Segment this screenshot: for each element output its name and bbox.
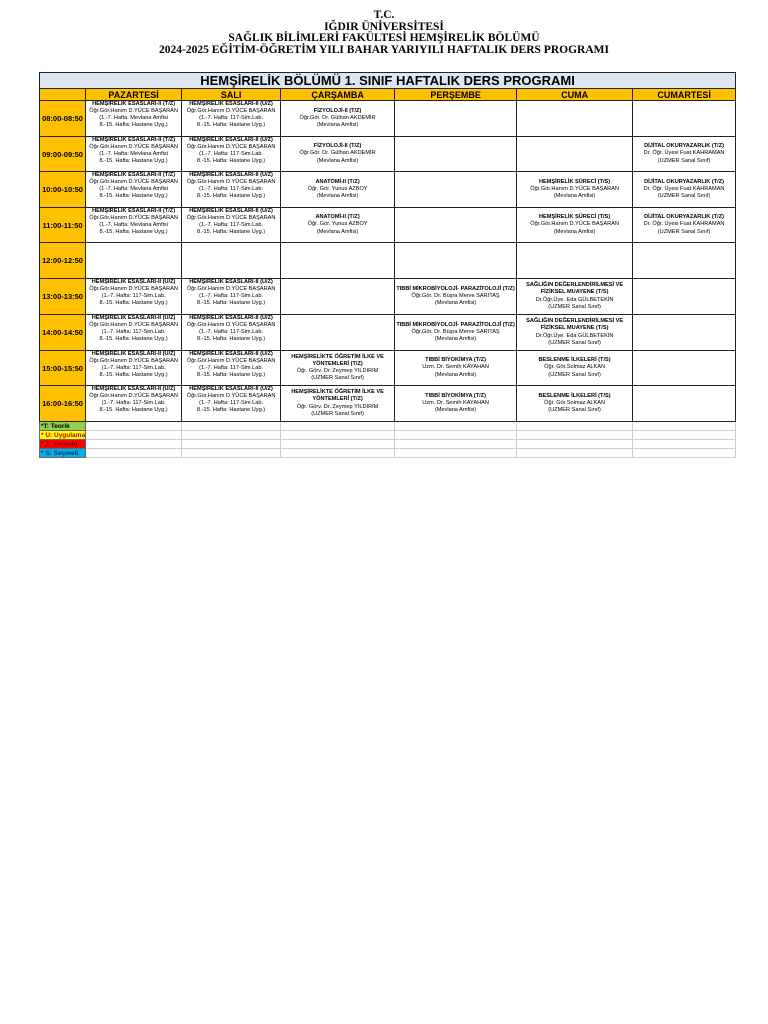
course-name: HEMŞİRELİK SÜRECİ (T/S) [538,178,611,185]
location: 8.-15. Hafta: Hastane Uyg.) [99,193,168,200]
instructor: Öğr.Gör.Hanım D.YÜCE BAŞARAN [530,185,619,192]
course-name: HEMŞİRELİK ESASLARI-II (U/Z) [91,386,176,392]
legend-spacer [517,431,633,440]
schedule-cell [633,101,736,137]
schedule-cell [281,172,395,208]
schedule-cell [182,386,281,422]
course-name: HEMŞİRELİK ESASLARI-II (T/Z) [92,208,176,214]
schedule-cell [281,101,395,137]
location: 8.-15. Hafta: Hastane Uyg.) [99,407,168,414]
instructor: Öğr.Gör.Hanım D.YÜCE BAŞARAN [186,179,276,186]
location: 8.-15. Hafta: Hastane Uyg.) [197,229,266,236]
location: 8.-15. Hafta: Hastane Uyg.) [99,229,168,236]
location: (UZMER Sanal Sınıf) [311,375,364,382]
instructor: Öğr.Gör.Hanım D.YÜCE BAŞARAN [186,393,276,400]
table-title-row [40,73,736,89]
instructor: Öğr.Gör. Dr. Büşra Merve SARITAŞ [411,292,500,299]
course-name: HEMŞİRELİK ESASLARI-II (U/Z) [189,386,273,392]
location: (1.-7. Hafta: 117-Sim.Lab. [199,151,264,158]
instructor: Öğr.Gör.Hanım D.YÜCE BAŞARAN [89,179,178,186]
instructor: Dr. Öğr. Üyesi Fuat KAHRAMAN [643,221,725,228]
table-row [40,208,736,243]
schedule-cell [86,101,182,137]
instructor: Öğr.Gör.Hanım D.YÜCE BAŞARAN [186,108,276,115]
page-header [0,10,768,56]
location: (Mevlana Amfisi) [553,193,596,200]
legend-spacer [182,440,281,449]
schedule-cell [633,137,736,172]
time-slot: 15:00-15:50 [40,351,86,386]
instructor: Uzm. Dr. Semih KAYAHAN [422,399,489,406]
legend-spacer [633,449,736,458]
course-name: TIBBİ MİKROBİYOLOJİ- PARAZİTOLOJİ (T/Z) [396,285,515,292]
instructor: Öğr.Gör.Hanım D.YÜCE BAŞARAN [89,144,178,151]
location: (Mevlana Amfisi) [316,157,359,164]
day-header: PAZARTESİ [86,89,182,101]
time-slot: 08:00-08:50 [40,101,86,137]
schedule-cell [86,386,182,422]
day-header: PERŞEMBE [395,89,517,101]
instructor: Öğr.Gör.Hanım D.YÜCE BAŞARAN [186,358,276,365]
day-header: CUMARTESİ [633,89,736,101]
schedule-cell [281,279,395,315]
course-name: DİJİTAL OKURYAZARLIK (T/Z) [644,143,725,150]
schedule-cell [517,208,633,243]
location: 8.-15. Hafta: Hastane Uyg.) [99,336,168,343]
course-name: BESLENME İLKELERİ (T/S) [538,357,611,364]
instructor: Öğr.Gör.Hanım D.YÜCE BAŞARAN [89,108,178,115]
course-name: DİJİTAL OKURYAZARLIK (T/Z) [644,178,725,185]
location: (Mevlana Amfisi) [316,122,359,129]
legend-spacer [281,422,395,431]
instructor: Öğr.Gör. Dr. Büşra Merve SARITAŞ [411,328,500,335]
course-name: SAĞLIĞIN DEĞERLENDİRİLMESİ VE FİZİKSEL MUAYENE (T/S) [526,318,624,332]
schedule-table [39,72,736,458]
course-name: ANATOMİ-II (T/Z) [315,214,360,221]
course-name: HEMŞİRELİK ESASLARI-II (U/Z) [189,279,273,285]
schedule-cell [182,315,281,351]
legend-spacer [395,422,517,431]
time-slot: 16:00-16:50 [40,386,86,422]
location: (1.-7. Hafta: 117-Sim.Lab. [199,186,264,193]
legend-spacer [633,440,736,449]
schedule-cell [517,172,633,208]
course-name: HEMŞİRELİK ESASLARI-II (U/Z) [189,172,273,178]
instructor: Öğr. Gör. Yunus AZBOY [307,221,368,228]
location: (1.-7. Hafta: 117-Sim.Lab. [199,115,264,122]
instructor: Dr.Öğr.Üye. Eda GÜLBETEKİN [535,296,614,303]
header-line-faculty: SAĞLIK BİLİMLERİ FAKÜLTESİ HEMŞİRELİK BÖLÜMÜ [228,32,540,44]
course-name: HEMŞİRELİK ESASLARI-II (U/Z) [91,315,176,321]
location: 8.-15. Hafta: Hastane Uyg.) [197,372,266,379]
table-row [40,101,736,137]
schedule-cell [517,279,633,315]
schedule-cell [281,315,395,351]
time-slot: 10:00-10:50 [40,172,86,208]
instructor: Öğr.Gör.Hanım D.YÜCE BAŞARAN [186,286,276,293]
location: (1.-7. Hafta: 117-Sim.Lab. [199,222,264,229]
schedule-cell [517,315,633,351]
course-name: ANATOMİ-II (T/Z) [315,178,360,185]
schedule-cell [395,243,517,279]
instructor: Öğr.Gör.Hanım D.YÜCE BAŞARAN [89,358,178,365]
course-name: HEMŞİRELİK ESASLARI-II (T/Z) [92,101,176,107]
location: (Mevlana Amfisi) [434,407,477,414]
location: 8.-15. Hafta: Hastane Uyg.) [99,158,168,165]
legend-spacer [281,449,395,458]
schedule-cell [182,137,281,172]
course-name: HEMŞİRELİK ESASLARI-II (U/Z) [91,279,176,285]
schedule-cell [86,279,182,315]
location: (1.-7. Hafta: 117-Sim.Lab. [101,293,166,300]
location: 8.-15. Hafta: Hastane Uyg.) [99,122,168,129]
instructor: Öğr.Gör.Hanım D.YÜCE BAŞARAN [530,221,619,228]
schedule-cell [86,243,182,279]
location: (1.-7. Hafta: 117-Sim.Lab. [101,365,166,372]
course-name: TIBBİ BİYOKİMYA (T/Z) [425,357,486,364]
location: (Mevlana Amfisi) [434,371,477,378]
course-name: TIBBİ BİYOKİMYA (T/Z) [425,392,486,399]
instructor: Dr. Öğr. Üyesi Fuat KAHRAMAN [643,150,725,157]
location: (UZMER Sanal Sınıf) [311,410,364,417]
course-name: FİZYOLOJİ-II (T/Z) [313,143,362,150]
schedule-cell [395,172,517,208]
time-slot: 09:00-09:50 [40,137,86,172]
legend-spacer [281,440,395,449]
location: (1.-7. Hafta: 117-Sim.Lab. [101,400,166,407]
location: 8.-15. Hafta: Hastane Uyg.) [197,336,266,343]
instructor: Öğr.Gör.Hanım D.YÜCE BAŞARAN [186,322,276,329]
legend-spacer [182,422,281,431]
schedule-cell [633,172,736,208]
course-name: DİJİTAL OKURYAZARLIK (T/Z) [644,214,725,221]
location: 8.-15. Hafta: Hastane Uyg.) [197,122,266,129]
location: (1.-7. Hafta: 117-Sim.Lab. [199,329,264,336]
table-row [40,243,736,279]
legend-spacer [86,440,182,449]
day-header: SALI [182,89,281,101]
schedule-cell [633,351,736,386]
legend-spacer [517,422,633,431]
course-name: BESLENME İLKELERİ (T/S) [538,392,611,399]
schedule-cell [395,279,517,315]
location: (UZMER Sanal Sınıf) [657,228,711,235]
schedule-cell [281,243,395,279]
course-name: HEMŞİRELİK ESASLARI-II (U/Z) [189,208,273,214]
location: 8.-15. Hafta: Hastane Uyg.) [197,407,266,414]
schedule-cell [86,137,182,172]
course-name: HEMŞİRELİK ESASLARI-II (U/Z) [189,351,273,357]
location: (1.-7. Hafta: Mevlana Amfisi [99,186,168,193]
schedule-cell [633,279,736,315]
legend-spacer [86,422,182,431]
instructor: Öğr.Gör. Dr. Gülhan AKDEMİR [299,150,376,157]
schedule-cell [182,279,281,315]
schedule-cell [281,208,395,243]
instructor: Öğr. Görv. Dr. Zeymep YILDIRIM [296,368,379,374]
location: (UZMER Sanal Sınıf) [548,303,601,310]
table-row [40,279,736,315]
location: (Mevlana Amfisi) [434,300,477,307]
location: (1.-7. Hafta: 117-Sim.Lab. [101,329,166,336]
schedule-cell [86,315,182,351]
course-name: HEMŞİRELİKTE ÖĞRETİM İLKE VE YÖNTEMLERİ (T/Z) [291,389,384,403]
schedule-cell [517,243,633,279]
location: (1.-7. Hafta: 117-Sim.Lab. [199,293,264,300]
course-name: HEMŞİRELİK ESASLARI-II (U/Z) [189,137,273,143]
schedule-cell [281,137,395,172]
location: (Mevlana Amfisi) [316,228,359,235]
course-name: HEMŞİRELİK SÜRECİ (T/S) [538,214,611,221]
schedule-cell [86,208,182,243]
schedule-cell [517,101,633,137]
location: (Mevlana Amfisi) [553,228,596,235]
legend-spacer [517,449,633,458]
location: (UZMER Sanal Sınıf) [657,193,711,200]
instructor: Öğr.Gör.Hanım D.YÜCE BAŞARAN [89,286,178,293]
legend-row [40,422,736,431]
schedule-cell [395,315,517,351]
instructor: Dr.Öğr.Üye. Eda GÜLBETEKİN [535,332,614,339]
table-row [40,386,736,422]
table-row [40,351,736,386]
legend-spacer [517,440,633,449]
instructor: Öğr. Gör.Solmaz ALKAN [544,364,606,371]
legend-row [40,440,736,449]
instructor: Öğr.Gör.Hanım D.YÜCE BAŞARAN [89,215,178,222]
legend-spacer [182,431,281,440]
schedule-cell [395,208,517,243]
location: 8.-15. Hafta: Hastane Uyg.) [197,193,266,200]
instructor: Öğr.Gör.Hanım D.YÜCE BAŞARAN [186,215,276,222]
location: (UZMER Sanal Sınıf) [548,339,601,346]
schedule-cell [517,137,633,172]
instructor: Öğr. Gör. Yunus AZBOY [307,185,368,192]
legend-spacer [395,431,517,440]
schedule-cell [395,137,517,172]
legend-spacer [395,440,517,449]
location: 8.-15. Hafta: Hastane Uyg.) [197,158,266,165]
schedule-cell [633,208,736,243]
course-name: HEMŞİRELİK ESASLARI-II (U/Z) [189,315,273,321]
course-name: HEMŞİRELİK ESASLARI-II (T/Z) [92,172,176,178]
schedule-cell [395,351,517,386]
schedule-cell [86,351,182,386]
course-name: HEMŞİRELİK ESASLARI-II (T/Z) [92,137,176,143]
location: (1.-7. Hafta: 117-Sim.Lab. [199,365,264,372]
table-row [40,315,736,351]
day-header: ÇARŞAMBA [281,89,395,101]
schedule-cell [517,351,633,386]
schedule-cell [182,208,281,243]
table-row [40,137,736,172]
schedule-cell [182,243,281,279]
instructor: Dr. Öğr. Üyesi Fuat KAHRAMAN [643,185,725,192]
location: (1.-7. Hafta: Mevlana Amfisi [99,222,168,229]
schedule-cell [182,172,281,208]
course-name: SAĞLIĞIN DEĞERLENDİRİLMESİ VE FİZİKSEL MUAYENE (T/S) [526,282,624,296]
course-name: TIBBİ MİKROBİYOLOJİ- PARAZİTOLOJİ (T/Z) [396,321,515,328]
instructor: Öğr.Gör.Hanım D.YÜCE BAŞARAN [186,144,276,151]
legend-spacer [281,431,395,440]
legend-spacer [395,449,517,458]
schedule-cell [281,351,395,386]
course-name: FİZYOLOJİ-II (T/Z) [313,107,362,114]
legend-spacer [86,449,182,458]
schedule-cell [517,386,633,422]
legend-spacer [633,422,736,431]
location: 8.-15. Hafta: Hastane Uyg.) [197,300,266,307]
legend-spacer [182,449,281,458]
legend-row [40,431,736,440]
location: (1.-7. Hafta: 117-Sim.Lab. [199,400,264,407]
legend-row [40,449,736,458]
schedule-cell [182,101,281,137]
header-line-tc: T.C. [373,9,395,21]
schedule-cell [86,172,182,208]
course-name: HEMŞİRELİK ESASLARI-II (U/Z) [91,351,176,357]
legend-spacer [86,431,182,440]
legend-spacer [633,431,736,440]
location: (1.-7. Hafta: Mevlana Amfisi [99,151,168,158]
corner-cell [40,89,86,101]
instructor: Uzm. Dr. Semih KAYAHAN [422,364,489,371]
course-name: HEMŞİRELİKTE ÖĞRETİM İLKE VE YÖNTEMLERİ (T/Z) [291,353,384,367]
legend-item: * Z: Zorunlu [40,440,86,449]
time-slot: 14:00-14:50 [40,315,86,351]
time-slot: 11:00-11:50 [40,208,86,243]
location: 8.-15. Hafta: Hastane Uyg.) [99,372,168,379]
schedule-cell [395,101,517,137]
schedule-cell [182,351,281,386]
legend-item: * U: Uygulama [41,431,86,439]
header-line-program: 2024-2025 EĞİTİM-ÖĞRETİM YILI BAHAR YARIYILI HAFTALIK DERS PROGRAMI [159,43,609,56]
schedule-cell [281,386,395,422]
location: (UZMER Sanal Sınıf) [548,407,601,414]
instructor: Öğr.Gör.Hanım D.YÜCE BAŞARAN [89,393,178,400]
instructor: Öğr. Gör.Solmaz ALKAN [544,399,606,406]
time-slot: 12:00-12:50 [40,243,86,279]
instructor: Öğr.Gör. Dr. Gülhan AKDEMİR [299,114,376,121]
header-line-university: IĞDIR ÜNİVERSİTESİ [324,20,444,33]
location: (Mevlana Amfisi) [434,336,477,343]
location: (1.-7. Hafta: Mevlana Amfisi [99,115,168,122]
day-header: CUMA [517,89,633,101]
legend-item: *T: Teorik [40,422,86,431]
schedule-cell [633,243,736,279]
instructor: Öğr. Görv. Dr. Zeymep YILDIRIM [296,403,379,410]
instructor: Öğr.Gör.Hanım D.YÜCE BAŞARAN [89,322,178,329]
time-slot: 13:00-13:50 [40,279,86,315]
schedule-cell [633,386,736,422]
table-row [40,172,736,208]
day-header-row [40,89,736,101]
location: (UZMER Sanal Sınıf) [548,371,601,378]
table-title: HEMŞİRELİK BÖLÜMÜ 1. SINIF HAFTALIK DERS PROGRAMI [40,73,736,89]
schedule-cell [395,386,517,422]
location: (UZMER Sanal Sınıf) [657,157,711,164]
course-name: HEMŞİRELİK ESASLARI-II (U/Z) [189,101,273,107]
location: 8.-15. Hafta: Hastane Uyg.) [99,300,168,307]
schedule-cell [633,315,736,351]
legend-item: * S: Seçmeli [40,449,86,458]
location: (Mevlana Amfisi) [316,193,359,200]
